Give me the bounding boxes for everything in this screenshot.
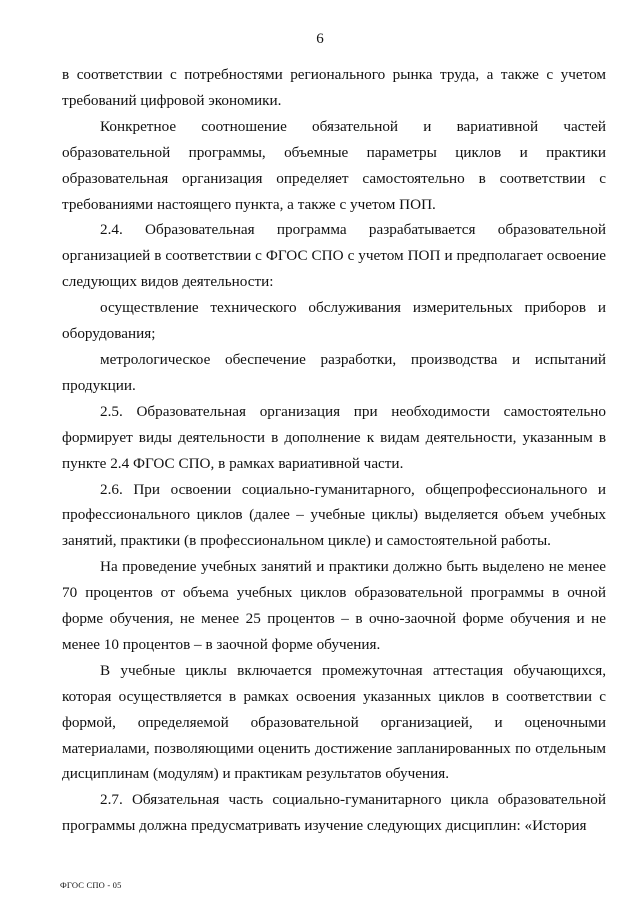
paragraph: 2.6. При освоении социально-гуманитарного, общепрофессионального и профессионального циклов (далее – учебные циклы) выделяется объем учебных занятий, практики (в профессиональном цикле) и самостоятельной работы. [62, 480, 606, 550]
paragraph: В учебные циклы включается промежуточная аттестация обучающихся, которая осуществляется в рамках освоения указанных циклов в соответствии с формой, определяемой образовательной организацией, и оценочными материалами, позволяющими оценить достижение запланированных по отдельным дисциплинам (модулям) и практикам результатов обучения. [62, 661, 606, 783]
paragraph: 2.4. Образовательная программа разрабатывается образовательной организацией в соответствии с ФГОС СПО с учетом ПОП и предполагает освоение следующих видов деятельности: [62, 221, 606, 291]
paragraph: На проведение учебных занятий и практики должно быть выделено не менее 70 процентов от объема учебных циклов образовательной программы в очной форме обучения, не менее 25 процентов – в очно-заочной форме обучения и не менее 10 процентов – в заочной форме обучения. [62, 558, 606, 653]
page-number: 6 [316, 31, 324, 47]
document-body [62, 62, 606, 839]
paragraph: в соответствии с потребностями регионального рынка труда, а также с учетом требований цифровой экономики. [62, 66, 606, 109]
paragraph: 2.7. Обязательная часть социально-гуманитарного цикла образовательной программы должна предусматривать изучение следующих дисциплин: «История [62, 791, 606, 835]
paragraph: 2.5. Образовательная организация при необходимости самостоятельно формирует виды деятельности в дополнение к видам деятельности, указанным в пункте 2.4 ФГОС СПО, в рамках вариативной части. [62, 402, 606, 472]
paragraph: Конкретное соотношение обязательной и вариативной частей образовательной программы, объемные параметры циклов и практики образовательная организация определяет самостоятельно в соответствии с требованиями настоящего пункта, а также с учетом ПОП. [62, 117, 606, 213]
paragraph: осуществление технического обслуживания измерительных приборов и оборудования; [62, 299, 606, 343]
footer-code: ФГОС СПО - 05 [60, 880, 122, 890]
paragraph: метрологическое обеспечение разработки, производства и испытаний продукции. [62, 350, 606, 394]
